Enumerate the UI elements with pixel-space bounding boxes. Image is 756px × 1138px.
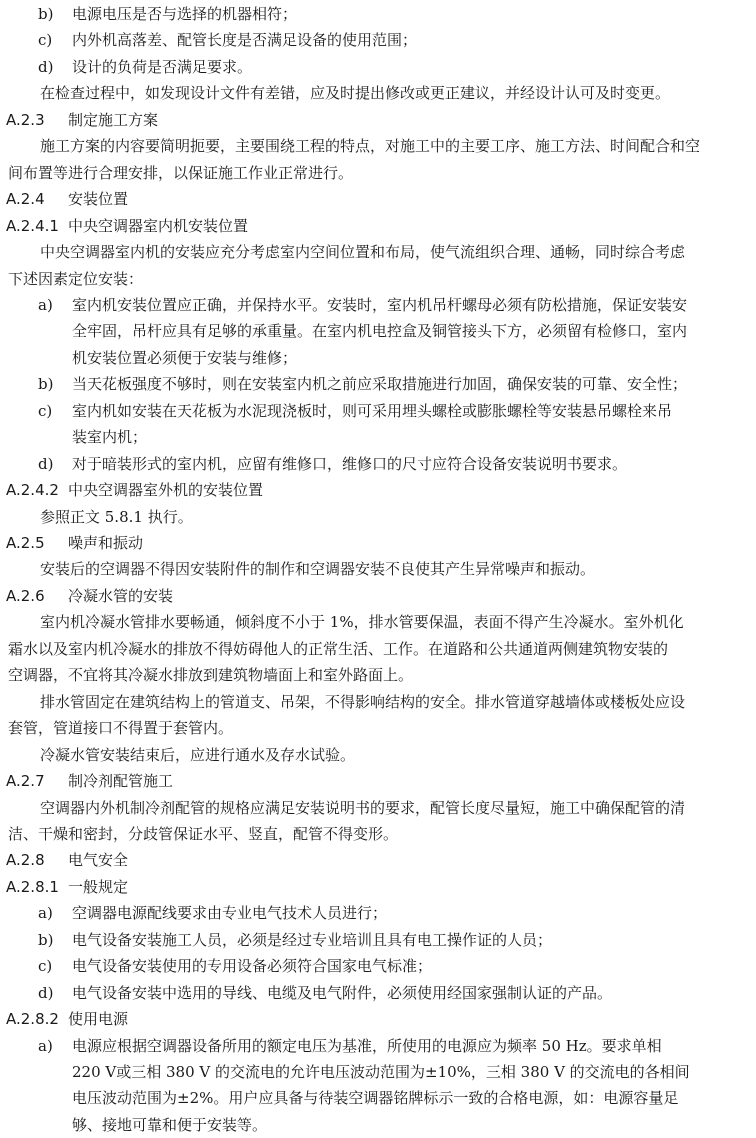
- section-number: A.2.6: [6, 586, 45, 605]
- body-text: 空调器内外机制冷剂配管的规格应满足安装说明书的要求，配管长度尽量短，施工中确保配管的清: [40, 798, 686, 817]
- list-item-text: 电气设备安装施工人员，必须是经过专业培训且具有电工操作证的人员；: [72, 930, 553, 949]
- body-text: 电压波动范围为±2%。用户应具备与待装空调器铭牌标示一致的合格电源，如：电源容量足: [72, 1089, 679, 1108]
- paragraph-line: [40, 80, 756, 106]
- list-item-text: 设计的负荷是否满足要求。: [72, 57, 253, 76]
- list-item-text: 空调器电源配线要求由专业电气技术人员进行；: [72, 904, 388, 923]
- paragraph-line: [40, 133, 756, 159]
- section-title: 制冷剂配管施工: [68, 772, 174, 791]
- list-item: [0, 398, 756, 424]
- paragraph-line: [40, 742, 756, 768]
- section-title: 制定施工方案: [68, 110, 159, 129]
- body-text: 间布置等进行合理安排，以保证施工作业正常进行。: [8, 163, 354, 182]
- list-item: [0, 451, 756, 477]
- list-item: [0, 1, 756, 27]
- list-item-text: 对于暗装形式的室内机，应留有维修口，维修口的尺寸应符合设备安装说明书要求。: [72, 454, 628, 473]
- paragraph-line: [40, 689, 756, 715]
- section-title: 噪声和振动: [68, 534, 144, 552]
- paragraph-continuation: [8, 715, 756, 741]
- list-marker: a): [38, 904, 53, 923]
- section-number: A.2.4: [6, 190, 45, 209]
- section-number: A.2.7: [6, 772, 45, 791]
- section-heading: [6, 477, 756, 503]
- paragraph-line: [40, 795, 756, 821]
- list-marker: b): [38, 5, 54, 23]
- list-marker: a): [38, 1036, 53, 1055]
- body-text: 冷凝水管安装结束后，应进行通水及存水试验。: [40, 745, 356, 764]
- section-number: A.2.4.1: [6, 216, 59, 235]
- paragraph-continuation: [8, 821, 756, 847]
- body-text: 安装后的空调器不得因安装附件的制作和空调器安装不良使其产生异常噪声和振动。: [40, 560, 596, 579]
- list-marker: b): [38, 930, 54, 949]
- section-heading: [6, 107, 756, 133]
- list-item-continuation: [72, 345, 756, 371]
- body-text: 施工方案的内容要简明扼要，主要围绕工程的特点，对施工中的主要工序、施工方法、时间配合和空: [40, 137, 701, 156]
- paragraph-line: [40, 556, 756, 582]
- body-text: 装室内机；: [72, 428, 148, 447]
- paragraph-continuation: [8, 266, 756, 292]
- section-title: 中央空调器室内机安装位置: [68, 216, 249, 235]
- section-heading: [6, 1006, 756, 1032]
- list-item: [0, 54, 756, 80]
- list-item: [0, 927, 756, 953]
- section-number: A.2.5: [6, 534, 45, 552]
- list-marker: c): [38, 31, 53, 50]
- list-marker: b): [38, 375, 54, 394]
- list-item: [0, 900, 756, 926]
- body-text: 够、接地可靠和便于安装等。: [72, 1115, 268, 1134]
- list-marker: d): [38, 57, 54, 76]
- section-title: 冷凝水管的安装: [68, 586, 174, 605]
- section-number: A.2.8.1: [6, 877, 59, 896]
- body-text: 套管，管道接口不得置于套管内。: [8, 719, 234, 738]
- body-text: 下述因素定位安装：: [8, 269, 144, 288]
- section-number: A.2.3: [6, 110, 45, 129]
- paragraph-continuation: [8, 662, 756, 688]
- body-text: 排水管固定在建筑结构上的管道支、吊架，不得影响结构的安全。排水管道穿越墙体或楼板处应设: [40, 692, 686, 711]
- body-text: 220 V或三相 380 V 的交流电的允许电压波动范围为±10%，三相 380 V 的交流电的各相间: [72, 1063, 690, 1081]
- body-text: 中央空调器室内机的安装应充分考虑室内空间位置和布局，使气流组织合理、通畅，同时综合考虑: [40, 243, 686, 262]
- section-heading: [6, 530, 756, 556]
- list-item: [0, 27, 756, 53]
- section-heading: [6, 186, 756, 212]
- section-title: 安装位置: [68, 190, 129, 209]
- body-text: 参照正文 5.8.1 执行。: [40, 507, 193, 526]
- list-item: [0, 953, 756, 979]
- list-item-continuation: [72, 318, 756, 344]
- section-title: 使用电源: [68, 1010, 129, 1029]
- list-item-continuation: [72, 1112, 756, 1138]
- paragraph-continuation: [8, 636, 756, 662]
- paragraph-line: [40, 609, 756, 635]
- list-item-text: 内外机高落差、配管长度是否满足设备的使用范围；: [72, 31, 418, 50]
- list-item-text: 室内机如安装在天花板为水泥现浇板时，则可采用埋头螺栓或膨胀螺栓等安装悬吊螺栓来吊: [72, 401, 673, 420]
- list-item: [0, 980, 756, 1006]
- section-heading: [6, 847, 756, 873]
- paragraph-line: [40, 504, 756, 530]
- paragraph-continuation: [8, 160, 756, 186]
- list-item-continuation: [72, 1059, 756, 1085]
- section-heading: [6, 874, 756, 900]
- list-item: [0, 1033, 756, 1059]
- list-item: [0, 371, 756, 397]
- list-marker: d): [38, 454, 54, 473]
- body-text: 室内机冷凝水管排水要畅通，倾斜度不小于 1%，排水管要保温，表面不得产生冷凝水。室外机化: [40, 613, 684, 632]
- list-item-text: 电气设备安装使用的专用设备必须符合国家电气标准；: [72, 957, 433, 976]
- list-marker: d): [38, 983, 54, 1002]
- body-text: 洁、干燥和密封，分歧管保证水平、竖直，配管不得变形。: [8, 824, 399, 843]
- section-number: A.2.8.2: [6, 1010, 59, 1029]
- list-item-text: 电气设备安装中选用的导线、电缆及电气附件，必须使用经国家强制认证的产品。: [72, 983, 613, 1002]
- list-marker: a): [38, 295, 53, 314]
- list-marker: c): [38, 957, 53, 976]
- section-title: 中央空调器室外机的安装位置: [68, 481, 264, 500]
- list-item-text: 电源电压是否与选择的机器相符；: [72, 5, 298, 23]
- list-item-continuation: [72, 1085, 756, 1111]
- paragraph-line: [40, 239, 756, 265]
- section-number: A.2.4.2: [6, 481, 59, 500]
- section-title: 一般规定: [68, 877, 129, 896]
- list-item-continuation: [72, 424, 756, 450]
- section-heading: [6, 583, 756, 609]
- section-heading: [6, 213, 756, 239]
- list-item-text: 室内机安装位置应正确，并保持水平。安装时，室内机吊杆螺母必须有防松措施，保证安装安: [72, 295, 688, 314]
- body-text: 全牢固，吊杆应具有足够的承重量。在室内机电控盒及铜管接头下方，必须留有检修口，室内: [72, 322, 688, 341]
- list-item-text: 当天花板强度不够时，则在安装室内机之前应采取措施进行加固，确保安装的可靠、安全性；: [72, 375, 688, 394]
- body-text: 机安装位置必须便于安装与维修；: [72, 348, 298, 367]
- section-number: A.2.8: [6, 851, 45, 870]
- list-item: [0, 292, 756, 318]
- list-marker: c): [38, 401, 53, 420]
- list-item-text: 电源应根据空调器设备所用的额定电压为基准，所使用的电源应为频率 50 Hz。要求单相: [72, 1036, 662, 1055]
- section-heading: [6, 768, 756, 794]
- body-text: 空调器，不宜将其冷凝水排放到建筑物墙面上和室外路面上。: [8, 666, 414, 685]
- section-title: 电气安全: [68, 851, 129, 870]
- body-text: 霜水以及室内机冷凝水的排放不得妨碍他人的正常生活、工作。在道路和公共通道两侧建筑物安装的: [8, 639, 669, 658]
- body-text: 在检查过程中，如发现设计文件有差错，应及时提出修改或更正建议，并经设计认可及时变更。: [40, 84, 671, 103]
